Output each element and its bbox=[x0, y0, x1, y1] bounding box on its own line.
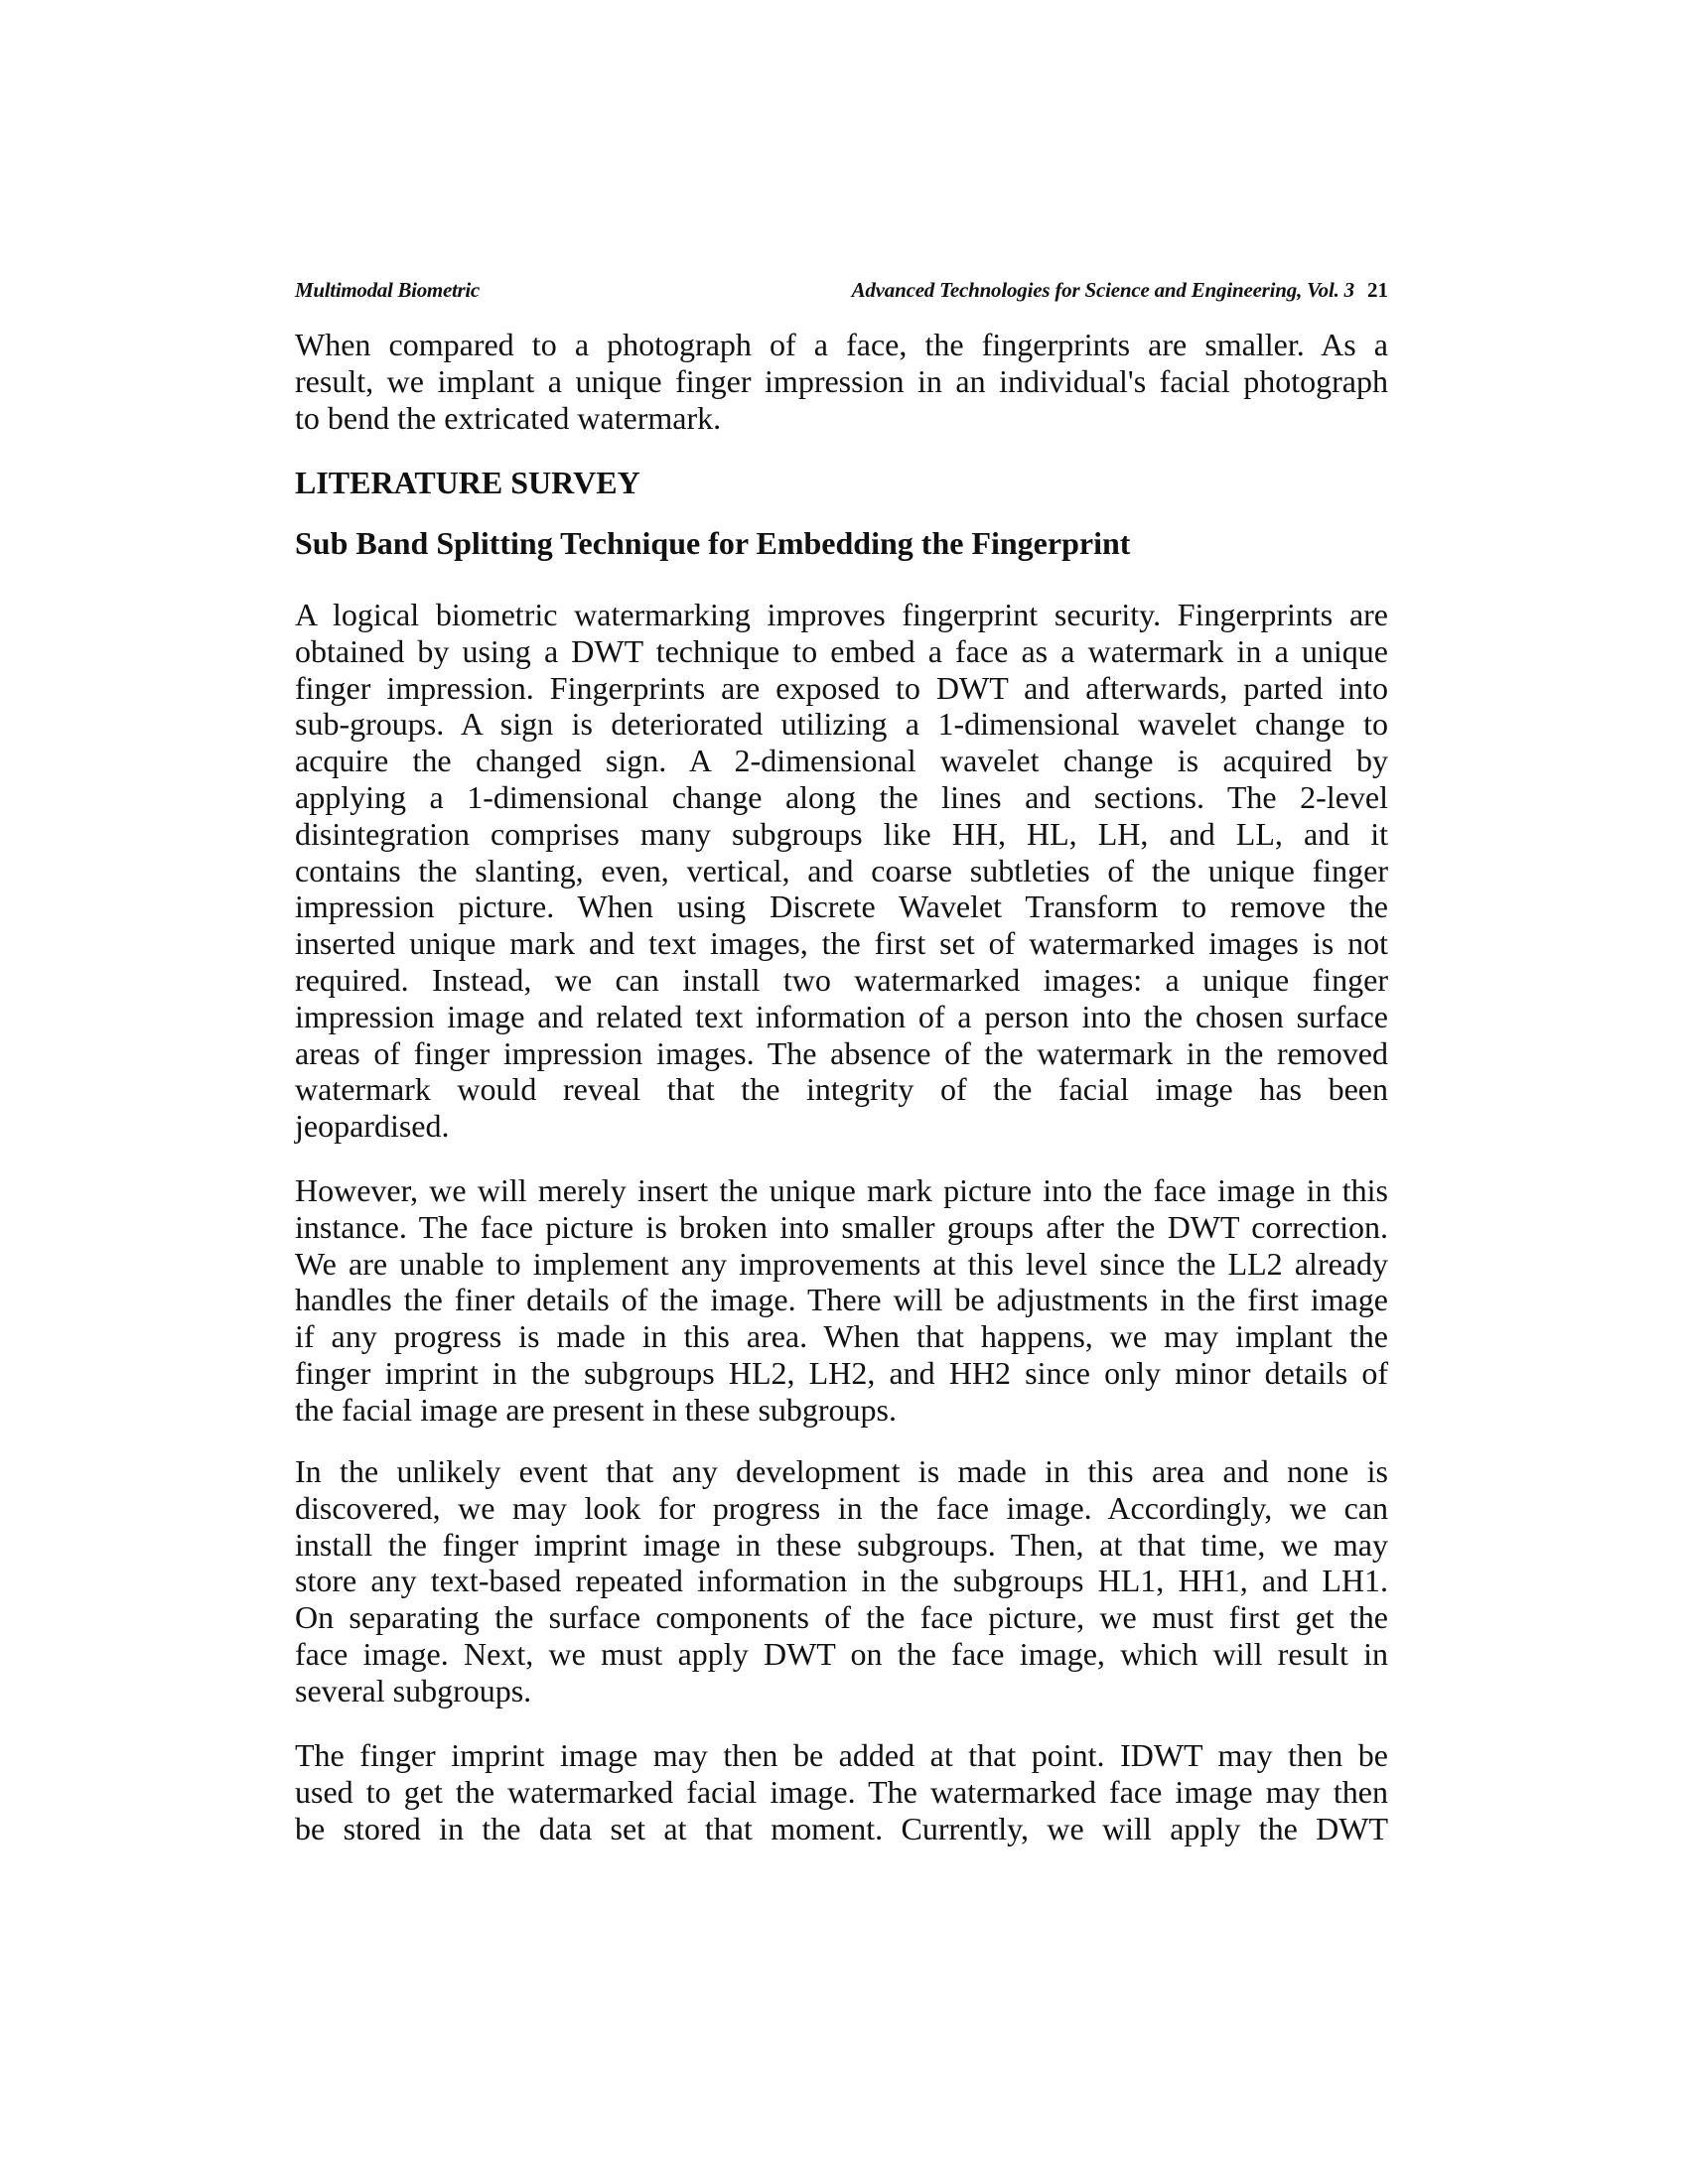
text-line: finger impression. Fingerprints are exposed to DWT and afterwards, parted into bbox=[295, 669, 1388, 706]
text-line: applying a 1-dimensional change along the lines and sections. The 2-level bbox=[295, 778, 1388, 815]
text-line: In the unlikely event that any development is made in this area and none is bbox=[295, 1453, 1388, 1489]
text-line: disintegration comprises many subgroups like HH, HL, LH, and LL, and it bbox=[295, 815, 1388, 852]
text-line: A logical biometric watermarking improves fingerprint security. Fingerprints are bbox=[295, 597, 1388, 632]
text-line: instance. The face picture is broken into smaller groups after the DWT correction. bbox=[295, 1208, 1388, 1245]
text-line: finger imprint in the subgroups HL2, LH2, and HH2 since only minor details of bbox=[295, 1354, 1388, 1391]
paragraph-intro bbox=[295, 327, 1388, 436]
text-line: contains the slanting, even, vertical, and coarse subtleties of the unique finger bbox=[295, 852, 1388, 888]
text-line: sub-groups. A sign is deteriorated utilizing a 1-dimensional wavelet change to bbox=[295, 706, 1388, 743]
section-heading: LITERATURE SURVEY bbox=[295, 465, 640, 500]
text-line: if any progress is made in this area. When that happens, we may implant the bbox=[295, 1318, 1388, 1355]
text-line: to bend the extricated watermark. bbox=[295, 399, 722, 436]
text-line: The finger imprint image may then be added at that point. IDWT may then be bbox=[295, 1737, 1388, 1773]
text-line: We are unable to implement any improvements at this level since the LL2 already bbox=[295, 1245, 1388, 1282]
page-number: 21 bbox=[1367, 278, 1388, 302]
paragraph-dwt-embedding bbox=[295, 597, 1388, 1145]
paragraph-face-subgroups bbox=[295, 1172, 1388, 1429]
paragraph-idwt bbox=[295, 1737, 1388, 1846]
text-line: required. Instead, we can install two watermarked images: a unique finger bbox=[295, 961, 1388, 998]
text-line: inserted unique mark and text images, the first set of watermarked images is not bbox=[295, 925, 1388, 962]
text-line: However, we will merely insert the unique mark picture into the face image in this bbox=[295, 1172, 1388, 1208]
text-line: install the finger imprint image in these subgroups. Then, at that time, we may bbox=[295, 1526, 1388, 1563]
text-line: handles the finer details of the image. There will be adjustments in the first image bbox=[295, 1282, 1388, 1318]
text-line: When compared to a photograph of a face, the fingerprints are smaller. As a bbox=[295, 327, 1388, 362]
text-line: obtained by using a DWT technique to embed a face as a watermark in a unique bbox=[295, 632, 1388, 669]
text-line: the facial image are present in these subgroups. bbox=[295, 1391, 897, 1428]
text-line: discovered, we may look for progress in the face image. Accordingly, we can bbox=[295, 1489, 1388, 1526]
text-line: watermark would reveal that the integrity of the facial image has been bbox=[295, 1071, 1388, 1108]
text-line: jeopardised. bbox=[295, 1108, 450, 1145]
text-line: be stored in the data set at that moment. Currently, we will apply the DWT bbox=[295, 1810, 1388, 1846]
text-line: areas of finger impression images. The absence of the watermark in the removed bbox=[295, 1034, 1388, 1071]
text-line: face image. Next, we must apply DWT on the face image, which will result in bbox=[295, 1635, 1388, 1672]
text-line: acquire the changed sign. A 2-dimensional wavelet change is acquired by bbox=[295, 743, 1388, 779]
text-line: result, we implant a unique finger impression in an individual's facial photograph bbox=[295, 362, 1388, 399]
text-line: On separating the surface components of the face picture, we must first get the bbox=[295, 1599, 1388, 1636]
subsection-heading: Sub Band Splitting Technique for Embedding the Fingerprint bbox=[295, 525, 1131, 561]
running-header-short-title: Multimodal Biometric bbox=[295, 278, 480, 302]
text-line: store any text-based repeated information in the subgroups HL1, HH1, and LH1. bbox=[295, 1563, 1388, 1599]
running-header-journal-title: Advanced Technologies for Science and Engineering, Vol. 3 bbox=[851, 278, 1354, 302]
paragraph-progress-search bbox=[295, 1453, 1388, 1709]
text-line: several subgroups. bbox=[295, 1672, 532, 1708]
text-line: impression image and related text information of a person into the chosen surface bbox=[295, 998, 1388, 1034]
text-line: impression picture. When using Discrete Wavelet Transform to remove the bbox=[295, 888, 1388, 925]
text-line: used to get the watermarked facial image. The watermarked face image may then bbox=[295, 1773, 1388, 1810]
running-header bbox=[295, 278, 1388, 302]
